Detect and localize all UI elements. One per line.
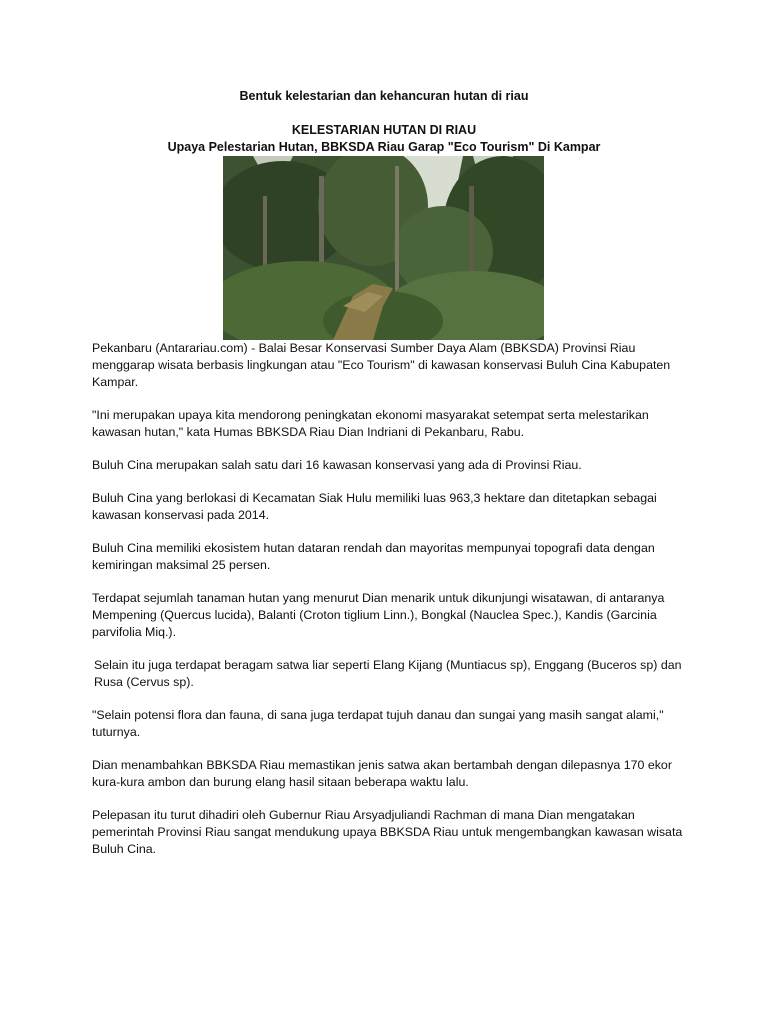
paragraph: Selain itu juga terdapat beragam satwa liar seperti Elang Kijang (Muntiacus sp), Enggang (Buceros sp) dan Rusa (Cervus sp).: [94, 658, 682, 689]
section-heading: KELESTARIAN HUTAN DI RIAU: [291, 123, 477, 137]
paragraph: "Selain potensi flora dan fauna, di sana juga terdapat tujuh danau dan sungai yang masih sangat alami," tuturnya.: [92, 708, 664, 739]
paragraph: Pelepasan itu turut dihadiri oleh Gubernur Riau Arsyadjuliandi Rachman di mana Dian mengatakan pemerintah Provinsi Riau sangat mendukung upaya BBKSDA Riau untuk mengembangkan kawasan wisata Buluh Cina.: [92, 808, 683, 856]
paragraph: Dian menambahkan BBKSDA Riau memastikan jenis satwa akan bertambah dengan dilepasnya 170 ekor kura-kura ambon dan burung elang hasil sitaan beberapa waktu lalu.: [92, 758, 672, 789]
paragraph: Buluh Cina yang berlokasi di Kecamatan Siak Hulu memiliki luas 963,3 hektare dan ditetapkan sebagai kawasan konservasi pada 2014.: [92, 491, 657, 522]
paragraph: Buluh Cina memiliki ekosistem hutan dataran rendah dan mayoritas mempunyai topografi data dengan kemiringan maksimal 25 persen.: [92, 541, 655, 572]
paragraph: Terdapat sejumlah tanaman hutan yang menurut Dian menarik untuk dikunjungi wisatawan, di antaranya Mempening (Quercus lucida), Balanti (Croton tiglium Linn.), Bongkal (Nauclea Spec.), Kandis (Garcinia parvifolia Miq.).: [92, 591, 665, 639]
paragraph: "Ini merupakan upaya kita mendorong peningkatan ekonomi masyarakat setempat serta melestarikan kawasan hutan," kata Humas BBKSDA Riau Dian Indriani di Pekanbaru, Rabu.: [92, 408, 649, 439]
article-subheading: Upaya Pelestarian Hutan, BBKSDA Riau Garap "Eco Tourism" Di Kampar: [167, 140, 601, 154]
paragraph: Pekanbaru (Antarariau.com) - Balai Besar Konservasi Sumber Daya Alam (BBKSDA) Provinsi Riau menggarap wisata berbasis lingkungan atau "Eco Tourism" di kawasan konservasi Buluh Cina Kabupaten Kampar.: [92, 341, 671, 389]
forest-photo: [223, 156, 544, 340]
paragraph: Buluh Cina merupakan salah satu dari 16 kawasan konservasi yang ada di Provinsi Riau.: [92, 458, 582, 472]
forest-photo-icon: [223, 156, 544, 340]
article-body: [92, 340, 692, 874]
document-title: Bentuk kelestarian dan kehancuran hutan di riau: [239, 89, 529, 103]
